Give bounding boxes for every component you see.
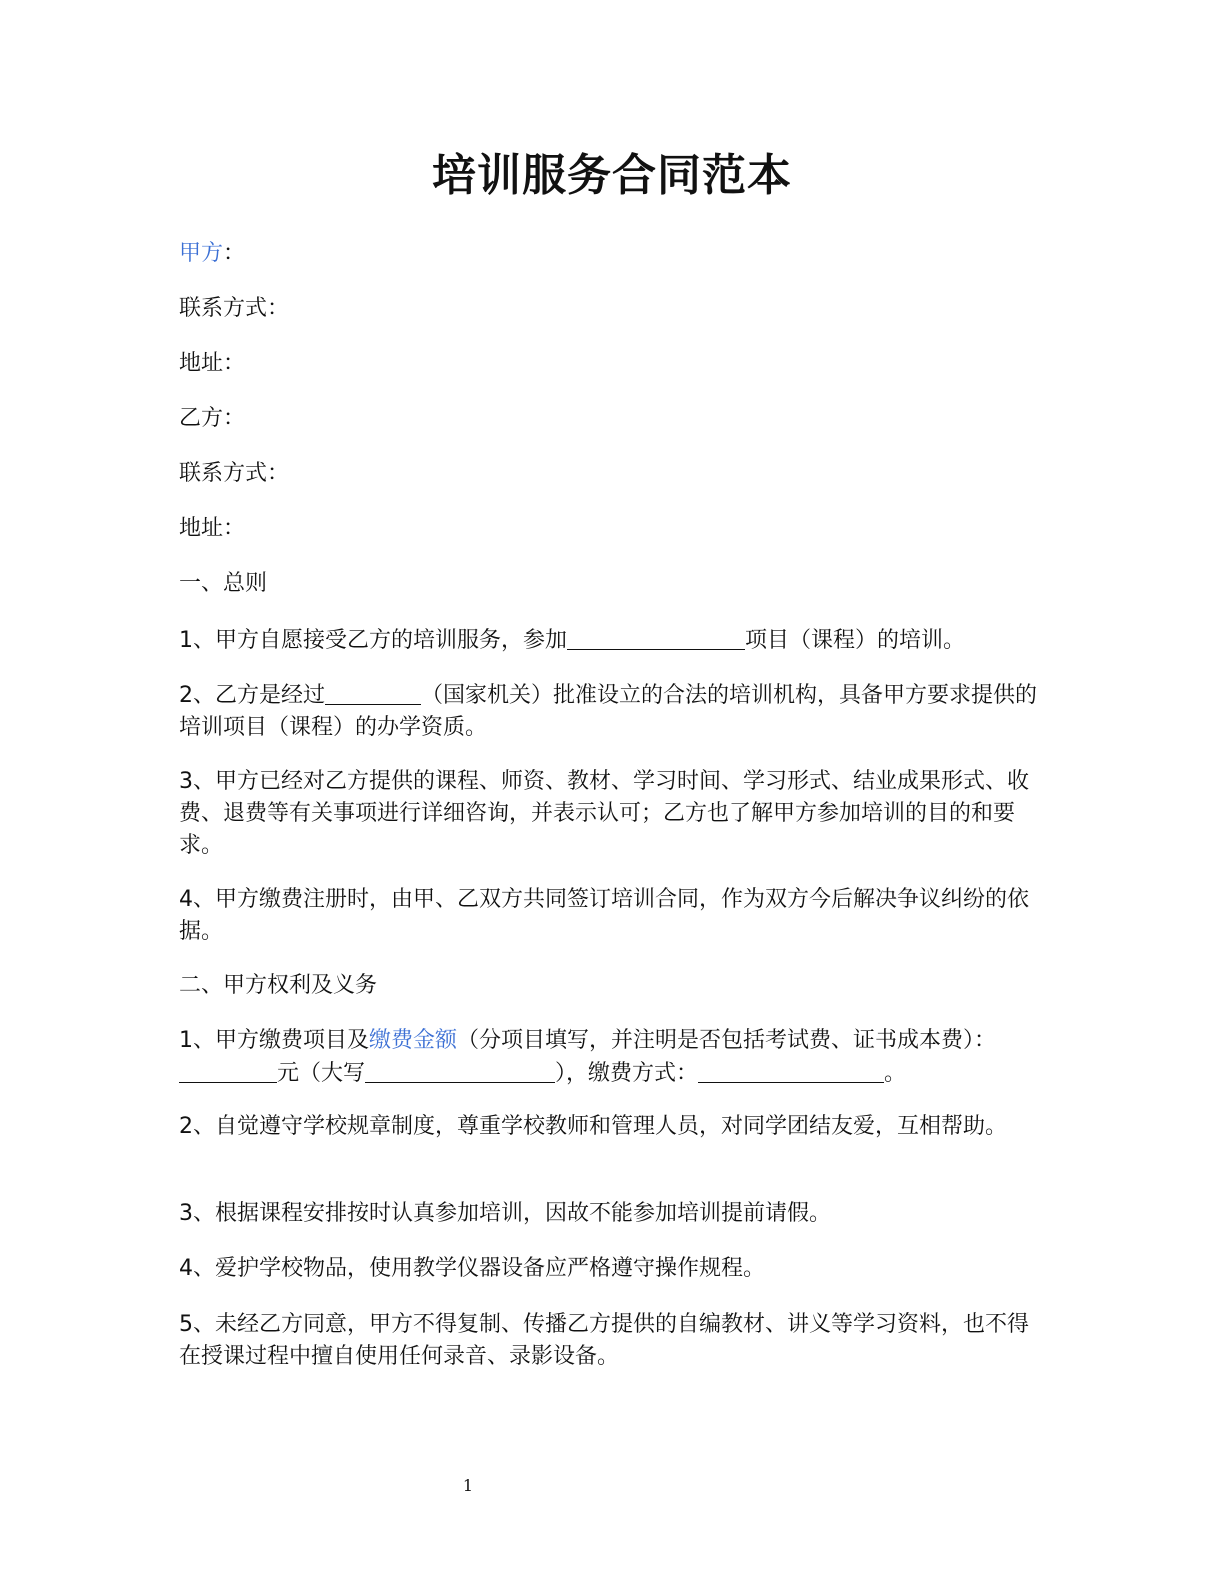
clause-text: ），缴费方式： [555,1061,699,1086]
section-1-item-1 [179,624,1039,657]
party-a-address: 地址： [179,351,246,376]
section-2-heading: 二、甲方权利及义务 [179,973,378,998]
section-2-item-4: 4、爱护学校物品，使用教学仪器设备应严格遵守操作规程。 [179,1256,765,1281]
section-2-item-1 [179,1025,1039,1090]
party-a-contact: 联系方式： [179,296,290,321]
clause-text: 1、甲方缴费项目及 [179,1028,369,1053]
party-b-contact: 联系方式： [179,461,290,486]
party-b-label: 乙方： [179,406,246,431]
clause-text: （国家机关）批准设立的合法的培训机构，具备甲方要求提供的培训项目（课程）的办学资质。 [179,683,1038,740]
section-1-item-3: 3、甲方已经对乙方提供的课程、师资、教材、学习时间、学习形式、结业成果形式、收费、退费等有关事项进行详细咨询，并表示认可；乙方也了解甲方参加培训的目的和要求。 [179,769,1029,858]
page-number: 1 [462,1476,474,1495]
party-a-line [179,238,1039,270]
party-b-address: 地址： [179,516,246,541]
clause-text: 1、甲方自愿接受乙方的培训服务，参加 [179,628,567,653]
clause-text: 。 [884,1061,907,1086]
fill-in-blank[interactable] [698,1060,884,1083]
document-title: 培训服务合同范本 [432,150,792,201]
payment-amount-link[interactable]: 缴费金额 [369,1028,458,1053]
party-a-link[interactable]: 甲方 [179,241,224,266]
section-2-item-5: 5、未经乙方同意，甲方不得复制、传播乙方提供的自编教材、讲义等学习资料，也不得在授课过程中擅自使用任何录音、录影设备。 [179,1312,1029,1369]
section-2-item-2: 2、自觉遵守学校规章制度，尊重学校教师和管理人员，对同学团结友爱，互相帮助。 [179,1114,1007,1139]
section-1-heading: 一、总则 [179,571,268,596]
fill-in-blank[interactable] [179,1060,277,1083]
party-a-suffix: ： [223,241,246,266]
section-2-item-3: 3、根据课程安排按时认真参加培训，因故不能参加培训提前请假。 [179,1201,831,1226]
section-1-item-2 [179,679,1039,744]
fill-in-blank[interactable] [365,1060,555,1083]
clause-text: （分项目填写，并注明是否包括考试费、证书成本费）： [457,1028,997,1053]
clause-text: 项目（课程）的培训。 [745,628,966,653]
section-1-item-4: 4、甲方缴费注册时，由甲、乙双方共同签订培训合同，作为双方今后解决争议纠纷的依据。 [179,887,1029,944]
fill-in-blank[interactable] [567,627,745,650]
clause-text: 2、乙方是经过 [179,683,325,708]
clause-text: 元（大写 [277,1061,366,1086]
fill-in-blank[interactable] [325,682,421,705]
